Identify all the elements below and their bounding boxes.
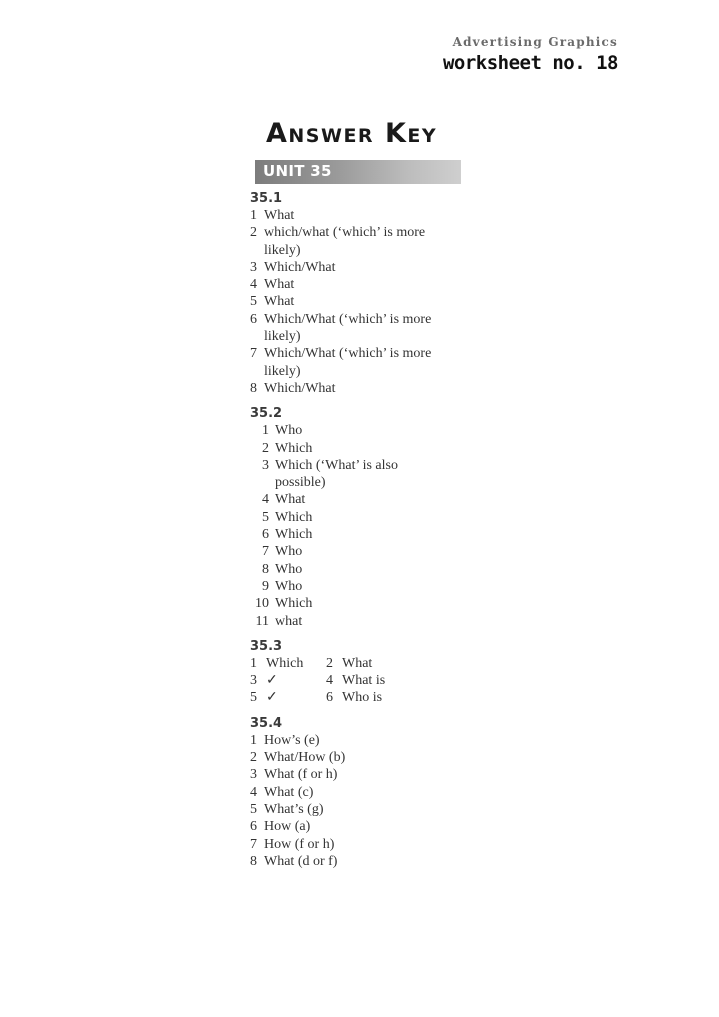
answer-line: 1 What <box>250 208 295 223</box>
answer-line: 6 How (a) <box>250 819 311 835</box>
section-heading: 35.4 <box>250 715 283 731</box>
answer-line: 6 Which <box>262 527 313 543</box>
answer-line: 8 Which/What <box>250 380 336 396</box>
answer-line: 1 How’s (e) <box>250 732 320 748</box>
answer-line: 7 Which/What (‘which’ is more <box>250 346 432 362</box>
page-title: Answer Key <box>266 118 438 149</box>
answer-line: 9 Who <box>262 578 303 594</box>
section-35-3 <box>250 638 550 707</box>
answer-line: 4 What <box>262 492 306 508</box>
answer-line: 5 What <box>250 294 295 310</box>
section-heading: 35.2 <box>250 406 283 422</box>
section-35-4 <box>250 715 550 870</box>
answer-row: 5 ✓ 6 Who is <box>250 690 383 706</box>
answer-line-continued: likely) <box>264 329 301 345</box>
answer-line: 2 What/How (b) <box>250 750 346 766</box>
answer-line: 5 What’s (g) <box>250 801 324 817</box>
answer-line: 11 what <box>255 613 303 629</box>
answer-line: 3 Which (‘What’ is also <box>262 457 398 473</box>
section-35-1 <box>250 190 550 397</box>
worksheet-number: worksheet no. 18 <box>442 52 618 74</box>
answer-line-continued: likely) <box>264 242 301 258</box>
answer-row: 1 Which 2 What <box>250 655 373 671</box>
answer-content <box>250 190 550 878</box>
unit-banner <box>255 160 461 184</box>
section-heading: 35.3 <box>250 638 283 654</box>
answer-line: 4 What (c) <box>250 784 314 800</box>
check-mark-icon: ✓ <box>266 673 278 689</box>
answer-line-continued: likely) <box>264 363 301 379</box>
answer-line: 3 What (f or h) <box>250 767 338 783</box>
answer-line: 10 Which <box>255 596 313 612</box>
answer-line: 2 Which <box>262 440 313 456</box>
answer-line: 7 Who <box>262 544 303 560</box>
check-mark-icon: ✓ <box>266 690 278 706</box>
section-35-2 <box>250 405 550 630</box>
unit-title: UNIT 35 <box>263 162 332 180</box>
answer-line: 8 What (d or f) <box>250 853 338 869</box>
answer-line: 5 Which <box>262 509 313 525</box>
answer-line: 6 Which/What (‘which’ is more <box>250 311 432 327</box>
answer-line: 8 Who <box>262 561 303 577</box>
answer-line-continued: possible) <box>275 475 326 491</box>
answer-row: 3 ✓ 4 What is <box>250 673 386 689</box>
answer-line: 4 What <box>250 277 295 293</box>
answer-line: 7 How (f or h) <box>250 836 335 852</box>
header-brand: Advertising Graphics <box>452 35 618 49</box>
section-heading: 35.1 <box>250 191 283 206</box>
answer-line: 2 which/what (‘which’ is more <box>250 225 426 241</box>
answer-line: 3 Which/What <box>250 259 336 275</box>
answer-line: 1 Who <box>262 423 303 439</box>
